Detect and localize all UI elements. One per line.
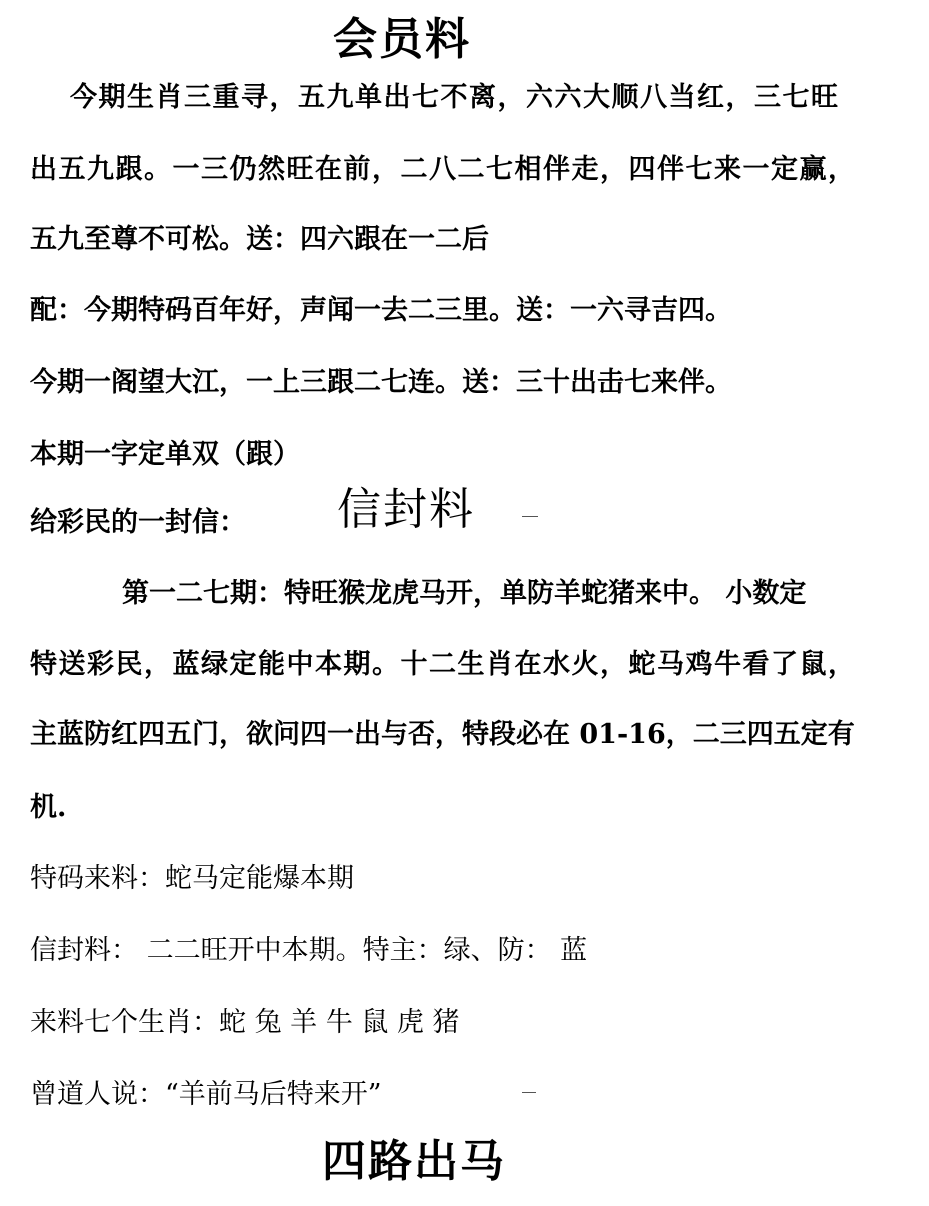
member-section-title: 会员料 <box>333 14 471 65</box>
envelope-line-7: 来料七个生肖：蛇 兔 羊 牛 鼠 虎 猪 <box>30 1007 460 1038</box>
envelope-line-2: 特送彩民，蓝绿定能中本期。十二生肖在水火，蛇马鸡牛看了鼠， <box>30 649 857 680</box>
envelope-line-5: 特码来料：蛇马定能爆本期 <box>30 863 354 894</box>
member-line-3: 五九至尊不可松。送：四六跟在一二后 <box>30 224 489 255</box>
member-line-1: 今期生肖三重寻，五九单出七不离，六六大顺八当红，三七旺 <box>70 82 840 113</box>
scan-mark-2 <box>522 1092 536 1093</box>
envelope-line-1: 第一二七期：特旺猴龙虎马开，单防羊蛇猪来中。 小数定 <box>122 578 807 609</box>
scan-mark <box>522 516 538 517</box>
envelope-line-3: 主蓝防红四五门，欲问四一出与否，特段必在 01-16，二三四五定有 <box>30 719 855 750</box>
footer-section-title: 四路出马 <box>322 1136 506 1187</box>
member-line-6: 本期一字定单双（跟） <box>30 439 300 470</box>
envelope-line-8: 曾道人说：“羊前马后特来开” <box>30 1079 382 1110</box>
envelope-section-title: 信封料 <box>337 484 475 535</box>
envelope-line-4: 机. <box>30 792 67 823</box>
member-line-4: 配：今期特码百年好，声闻一去二三里。送：一六寻吉四。 <box>30 295 732 326</box>
envelope-line-6: 信封料： 二二旺开中本期。特主：绿、防： 蓝 <box>30 935 588 966</box>
member-line-2: 出五九跟。一三仍然旺在前，二八二七相伴走，四伴七来一定赢， <box>30 154 857 185</box>
letter-label: 给彩民的一封信： <box>30 507 246 538</box>
member-line-5: 今期一阁望大江，一上三跟二七连。送：三十出击七来伴。 <box>30 367 732 398</box>
